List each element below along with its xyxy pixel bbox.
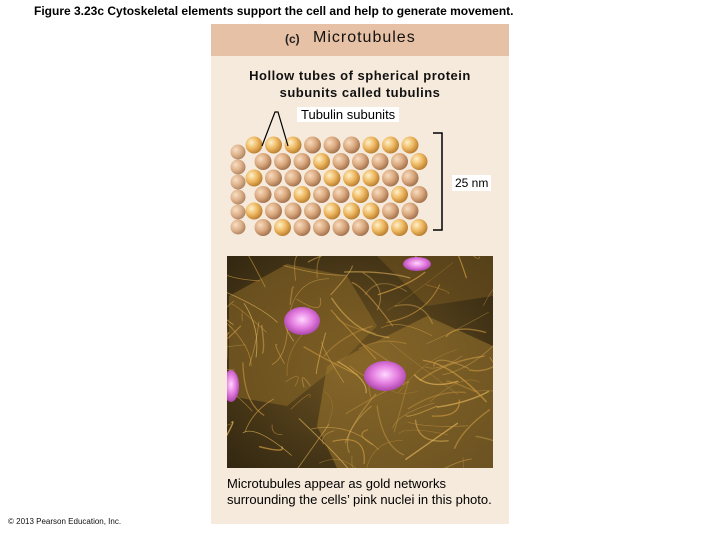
tubulin-sphere: [363, 170, 380, 187]
tubulin-sphere: [324, 203, 341, 220]
tubulin-sphere: [372, 153, 389, 170]
tubulin-sphere: [274, 186, 291, 203]
tubulin-sphere: [411, 153, 428, 170]
tubulin-sphere: [372, 186, 389, 203]
tubulin-sphere: [382, 170, 399, 187]
tubulin-sphere: [382, 203, 399, 220]
tubulin-sphere: [313, 219, 330, 236]
tubulin-sphere: [265, 170, 282, 187]
tubulin-sphere: [352, 153, 369, 170]
tubulin-sphere: [255, 186, 272, 203]
microtubule-illustration: [211, 24, 509, 249]
description-line-1: Hollow tubes of spherical protein: [249, 68, 471, 83]
tubulin-sphere: [285, 137, 302, 154]
tubulin-sphere: [324, 137, 341, 154]
tubulin-sphere: [333, 153, 350, 170]
scale-bracket: [433, 133, 442, 230]
tubulin-sphere: [391, 186, 408, 203]
tubulin-subunits-label: Tubulin subunits: [297, 107, 399, 122]
tubulin-sphere: [391, 153, 408, 170]
tubulin-subunit-spheres: [231, 137, 428, 237]
tubulin-sphere: [363, 137, 380, 154]
tubulin-sphere: [274, 219, 291, 236]
panel-title: Microtubules: [313, 29, 416, 46]
photo-caption: Microtubules appear as gold networks surrounding the cells’ pink nuclei in this photo.: [227, 476, 492, 507]
tubulin-sphere: [333, 219, 350, 236]
tubulin-sphere: [391, 219, 408, 236]
tubulin-sphere: [402, 170, 419, 187]
tubulin-sphere: [352, 186, 369, 203]
tubulin-sphere: [294, 219, 311, 236]
nucleus-top: [403, 257, 431, 271]
tubulin-sphere-end: [231, 175, 246, 190]
tubulin-sphere: [313, 153, 330, 170]
tubulin-sphere: [343, 170, 360, 187]
tubulin-sphere: [294, 153, 311, 170]
tubulin-sphere: [343, 203, 360, 220]
tubulin-sphere: [304, 137, 321, 154]
nucleus-left: [284, 307, 320, 335]
tubulin-sphere: [402, 137, 419, 154]
tubulin-sphere: [343, 137, 360, 154]
tubulin-sphere: [246, 137, 263, 154]
tubulin-sphere: [411, 186, 428, 203]
tubulin-sphere: [304, 203, 321, 220]
tubulin-sphere: [382, 137, 399, 154]
tubulin-sphere-end: [231, 220, 246, 235]
tubulin-sphere: [352, 219, 369, 236]
tubulin-sphere: [402, 203, 419, 220]
copyright-notice: © 2013 Pearson Education, Inc.: [8, 517, 122, 526]
tubulin-sphere-end: [231, 160, 246, 175]
tubulin-sphere: [313, 186, 330, 203]
tubulin-sphere: [265, 203, 282, 220]
tubulin-sphere: [265, 137, 282, 154]
tubulin-sphere: [255, 153, 272, 170]
tubulin-sphere: [255, 219, 272, 236]
tubulin-sphere: [324, 170, 341, 187]
tubulin-sphere-end: [231, 190, 246, 205]
tubulin-sphere: [363, 203, 380, 220]
tubulin-sphere: [285, 203, 302, 220]
description-line-2: subunits called tubulins: [279, 85, 441, 100]
tubulin-sphere-end: [231, 145, 246, 160]
tubulin-sphere: [304, 170, 321, 187]
tubulin-sphere: [285, 170, 302, 187]
figure-title: Figure 3.23c Cytoskeletal elements support the cell and help to generate movement.: [34, 4, 514, 18]
nucleus-center: [364, 361, 406, 391]
scale-25nm-label: 25 nm: [452, 175, 491, 191]
tubulin-sphere: [333, 186, 350, 203]
tubulin-sphere: [411, 219, 428, 236]
tubulin-sphere: [246, 170, 263, 187]
microtubules-panel: [211, 24, 509, 524]
micrograph-photo: [227, 256, 493, 468]
tubulin-sphere: [246, 203, 263, 220]
tubulin-sphere: [274, 153, 291, 170]
panel-letter: (c): [285, 32, 300, 46]
tubulin-sphere: [294, 186, 311, 203]
tubulin-sphere-end: [231, 205, 246, 220]
tubulin-sphere: [372, 219, 389, 236]
